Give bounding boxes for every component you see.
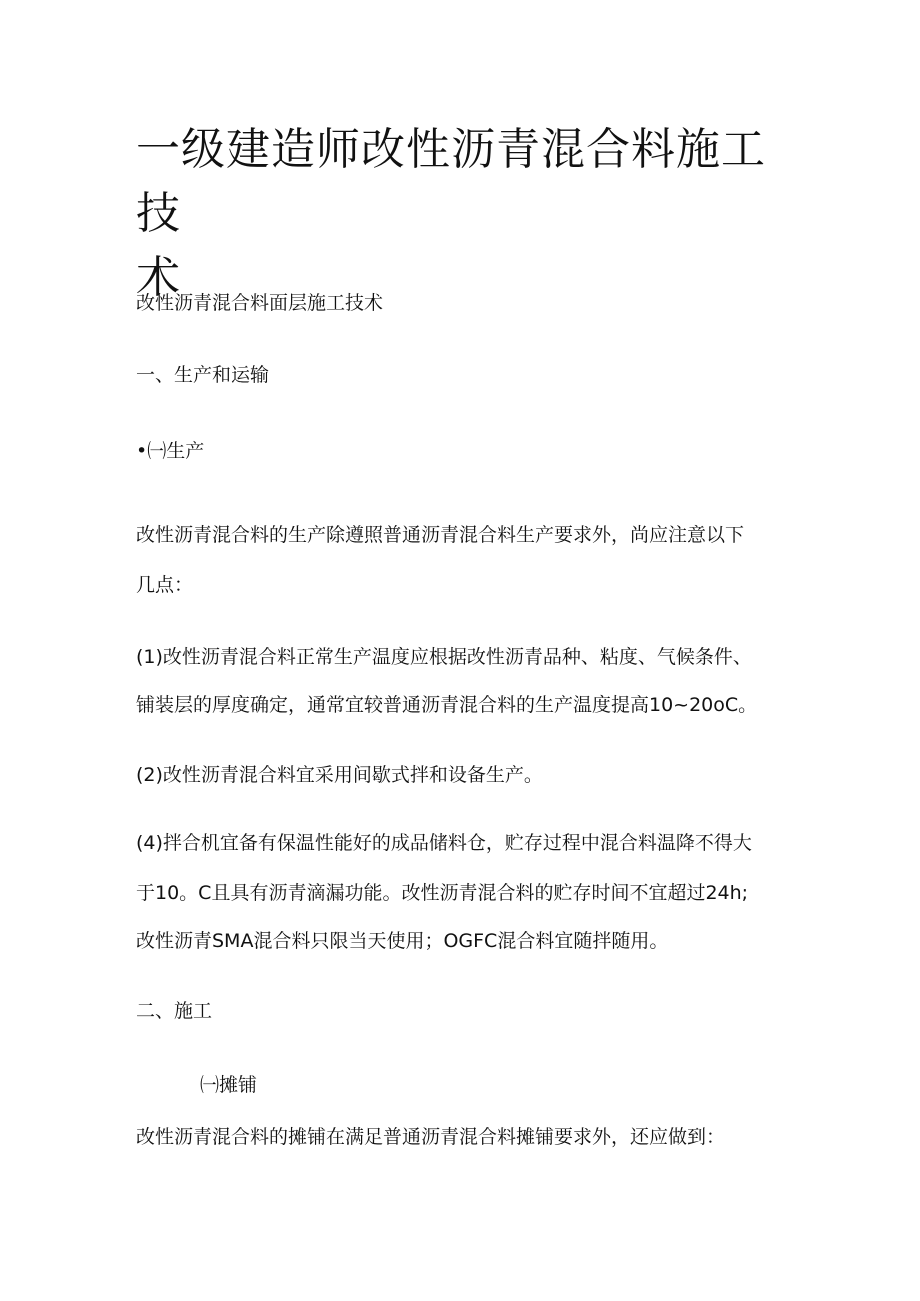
paving-intro: 改性沥青混合料的摊铺在满足普通沥青混合料摊铺要求外，还应做到：: [136, 1126, 726, 1148]
section-1-subheading: •㈠生产: [136, 440, 205, 462]
section-2-subheading: ㈠摊铺: [200, 1074, 258, 1096]
title-line-2: 术: [136, 252, 181, 303]
subtitle: 改性沥青混合料面层施工技术: [136, 292, 384, 314]
item-1-line-2: 铺装层的厚度确定，通常宜较普通沥青混合料的生产温度提高10~20oC。: [136, 694, 758, 716]
title-line-1: 一级建造师改性沥青混合料施工技: [136, 124, 766, 239]
item-4-line-2: 于10。C且具有沥青滴漏功能。改性沥青混合料的贮存时间不宜超过24h;: [136, 882, 749, 904]
intro-line-1: 改性沥青混合料的生产除遵照普通沥青混合料生产要求外，尚应注意以下: [136, 524, 745, 546]
item-2-line-1: (2)改性沥青混合料宜采用间歇式拌和设备生产。: [136, 764, 543, 786]
item-4-line-1: (4)拌合机宜备有保温性能好的成品储料仓，贮存过程中混合料温降不得大: [136, 832, 752, 854]
item-4-line-3: 改性沥青SMA混合料只限当天使用；OGFC混合料宜随拌随用。: [136, 930, 669, 952]
section-2-heading: 二、施工: [136, 1000, 213, 1022]
section-1-heading: 一、生产和运输: [136, 364, 270, 386]
intro-line-2: 几点：: [136, 574, 194, 596]
item-1-line-1: (1)改性沥青混合料正常生产温度应根据改性沥青品种、粘度、气候条件、: [136, 646, 752, 668]
